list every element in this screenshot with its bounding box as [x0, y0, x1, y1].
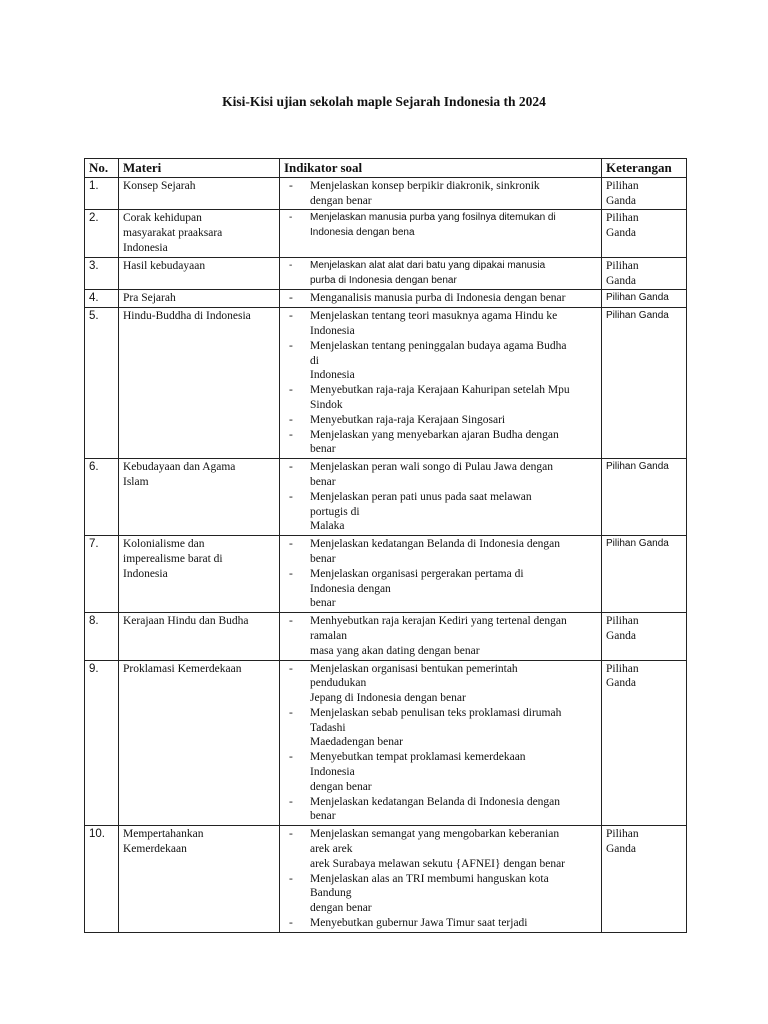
- kisi-kisi-table: [84, 158, 687, 933]
- row-number: 10.: [85, 826, 119, 933]
- header-keterangan: Keterangan: [602, 159, 687, 178]
- materi-cell: Konsep Sejarah: [119, 177, 280, 210]
- table-header-row: [85, 159, 687, 178]
- indikator-cell: [280, 459, 602, 536]
- indikator-cell: [280, 257, 602, 290]
- indikator-list: [284, 662, 597, 825]
- indikator-cell: [280, 826, 602, 933]
- keterangan-cell: Pilihan Ganda: [602, 826, 687, 933]
- indikator-list: [284, 537, 597, 611]
- table-row: [85, 536, 687, 613]
- indikator-cell: [280, 536, 602, 613]
- table-row: [85, 459, 687, 536]
- materi-cell: Kebudayaan dan Agama Islam: [119, 459, 280, 536]
- document-title: Kisi-Kisi ujian sekolah maple Sejarah Indonesia th 2024: [222, 94, 546, 109]
- indikator-item: - Menyebutkan raja-raja Kerajaan Singosari: [284, 413, 597, 428]
- indikator-item: - Menjelaskan konsep berpikir diakronik, sinkronik dengan benar: [284, 179, 597, 209]
- indikator-list: [284, 179, 597, 209]
- materi-cell: Mempertahankan Kemerdekaan: [119, 826, 280, 933]
- indikator-list: [284, 827, 597, 931]
- indikator-item: - Menjelaskan yang menyebarkan ajaran Budha dengan benar: [284, 428, 597, 458]
- indikator-item: - Menjelaskan sebab penulisan teks proklamasi dirumah Tadashi Maedadengan benar: [284, 706, 597, 750]
- materi-cell: Kerajaan Hindu dan Budha: [119, 613, 280, 660]
- keterangan-cell: Pilihan Ganda: [602, 613, 687, 660]
- table-row: [85, 290, 687, 308]
- table-row: [85, 826, 687, 933]
- row-number: 6.: [85, 459, 119, 536]
- materi-cell: Proklamasi Kemerdekaan: [119, 660, 280, 826]
- indikator-cell: [280, 660, 602, 826]
- indikator-list: [284, 614, 597, 658]
- row-number: 4.: [85, 290, 119, 308]
- keterangan-cell: Pilihan Ganda: [602, 210, 687, 257]
- table-row: [85, 660, 687, 826]
- indikator-list: [284, 460, 597, 534]
- row-number: 9.: [85, 660, 119, 826]
- keterangan-cell: Pilihan Ganda: [602, 660, 687, 826]
- indikator-item: - Menjelaskan semangat yang mengobarkan keberanian arek arek arek Surabaya melawan sekutu {AFNEI} dengan benar: [284, 827, 597, 871]
- header-materi: Materi: [119, 159, 280, 178]
- indikator-list: [284, 259, 597, 289]
- indikator-item: - Menyebutkan raja-raja Kerajaan Kahuripan setelah Mpu Sindok: [284, 383, 597, 413]
- indikator-item: - Menyebutkan tempat proklamasi kemerdekaan Indonesia dengan benar: [284, 750, 597, 794]
- indikator-cell: [280, 177, 602, 210]
- keterangan-cell: Pilihan Ganda: [602, 459, 687, 536]
- indikator-list: [284, 291, 597, 306]
- header-no: No.: [85, 159, 119, 178]
- indikator-cell: [280, 290, 602, 308]
- materi-cell: Corak kehidupan masyarakat praaksara Indonesia: [119, 210, 280, 257]
- row-number: 3.: [85, 257, 119, 290]
- indikator-item: - Menjelaskan alat alat dari batu yang dipakai manusia purba di Indonesia dengan benar: [284, 259, 597, 289]
- keterangan-cell: Pilihan Ganda: [602, 290, 687, 308]
- indikator-cell: [280, 613, 602, 660]
- materi-cell: Hasil kebudayaan: [119, 257, 280, 290]
- table-row: [85, 257, 687, 290]
- indikator-item: - Menjelaskan tentang teori masuknya agama Hindu ke Indonesia: [284, 309, 597, 339]
- row-number: 8.: [85, 613, 119, 660]
- indikator-list: [284, 211, 597, 241]
- indikator-item: - Menjelaskan peran wali songo di Pulau Jawa dengan benar: [284, 460, 597, 490]
- keterangan-cell: Pilihan Ganda: [602, 308, 687, 459]
- table-row: [85, 210, 687, 257]
- materi-cell: Kolonialisme dan imperealisme barat di Indonesia: [119, 536, 280, 613]
- keterangan-cell: Pilihan Ganda: [602, 257, 687, 290]
- indikator-item: - Menjelaskan organisasi pergerakan pertama di Indonesia dengan benar: [284, 567, 597, 611]
- indikator-item: - Menjelaskan kedatangan Belanda di Indonesia dengan benar: [284, 537, 597, 567]
- table-row: [85, 177, 687, 210]
- indikator-item: - Menjelaskan peran pati unus pada saat melawan portugis di Malaka: [284, 490, 597, 534]
- indikator-item: - Menjelaskan alas an TRI membumi hanguskan kota Bandung dengan benar: [284, 872, 597, 916]
- table-row: [85, 613, 687, 660]
- indikator-item: - Menyebutkan gubernur Jawa Timur saat terjadi: [284, 916, 597, 931]
- materi-cell: Hindu-Buddha di Indonesia: [119, 308, 280, 459]
- table-row: [85, 308, 687, 459]
- header-indikator: Indikator soal: [280, 159, 602, 178]
- indikator-item: - Menjelaskan kedatangan Belanda di Indonesia dengan benar: [284, 795, 597, 825]
- indikator-list: [284, 309, 597, 457]
- indikator-cell: [280, 308, 602, 459]
- row-number: 7.: [85, 536, 119, 613]
- indikator-item: - Menjelaskan manusia purba yang fosilnya ditemukan di Indonesia dengan bena: [284, 211, 597, 241]
- indikator-item: - Menhyebutkan raja kerajan Kediri yang tertenal dengan ramalan masa yang akan dating dengan benar: [284, 614, 597, 658]
- keterangan-cell: Pilihan Ganda: [602, 536, 687, 613]
- indikator-item: - Menjelaskan organisasi bentukan pemerintah pendudukan Jepang di Indonesia dengan benar: [284, 662, 597, 706]
- table-body: [85, 177, 687, 932]
- row-number: 5.: [85, 308, 119, 459]
- indikator-item: - Menjelaskan tentang peninggalan budaya agama Budha di Indonesia: [284, 339, 597, 383]
- keterangan-cell: Pilihan Ganda: [602, 177, 687, 210]
- row-number: 2.: [85, 210, 119, 257]
- row-number: 1.: [85, 177, 119, 210]
- materi-cell: Pra Sejarah: [119, 290, 280, 308]
- indikator-item: - Menganalisis manusia purba di Indonesia dengan benar: [284, 291, 597, 306]
- indikator-cell: [280, 210, 602, 257]
